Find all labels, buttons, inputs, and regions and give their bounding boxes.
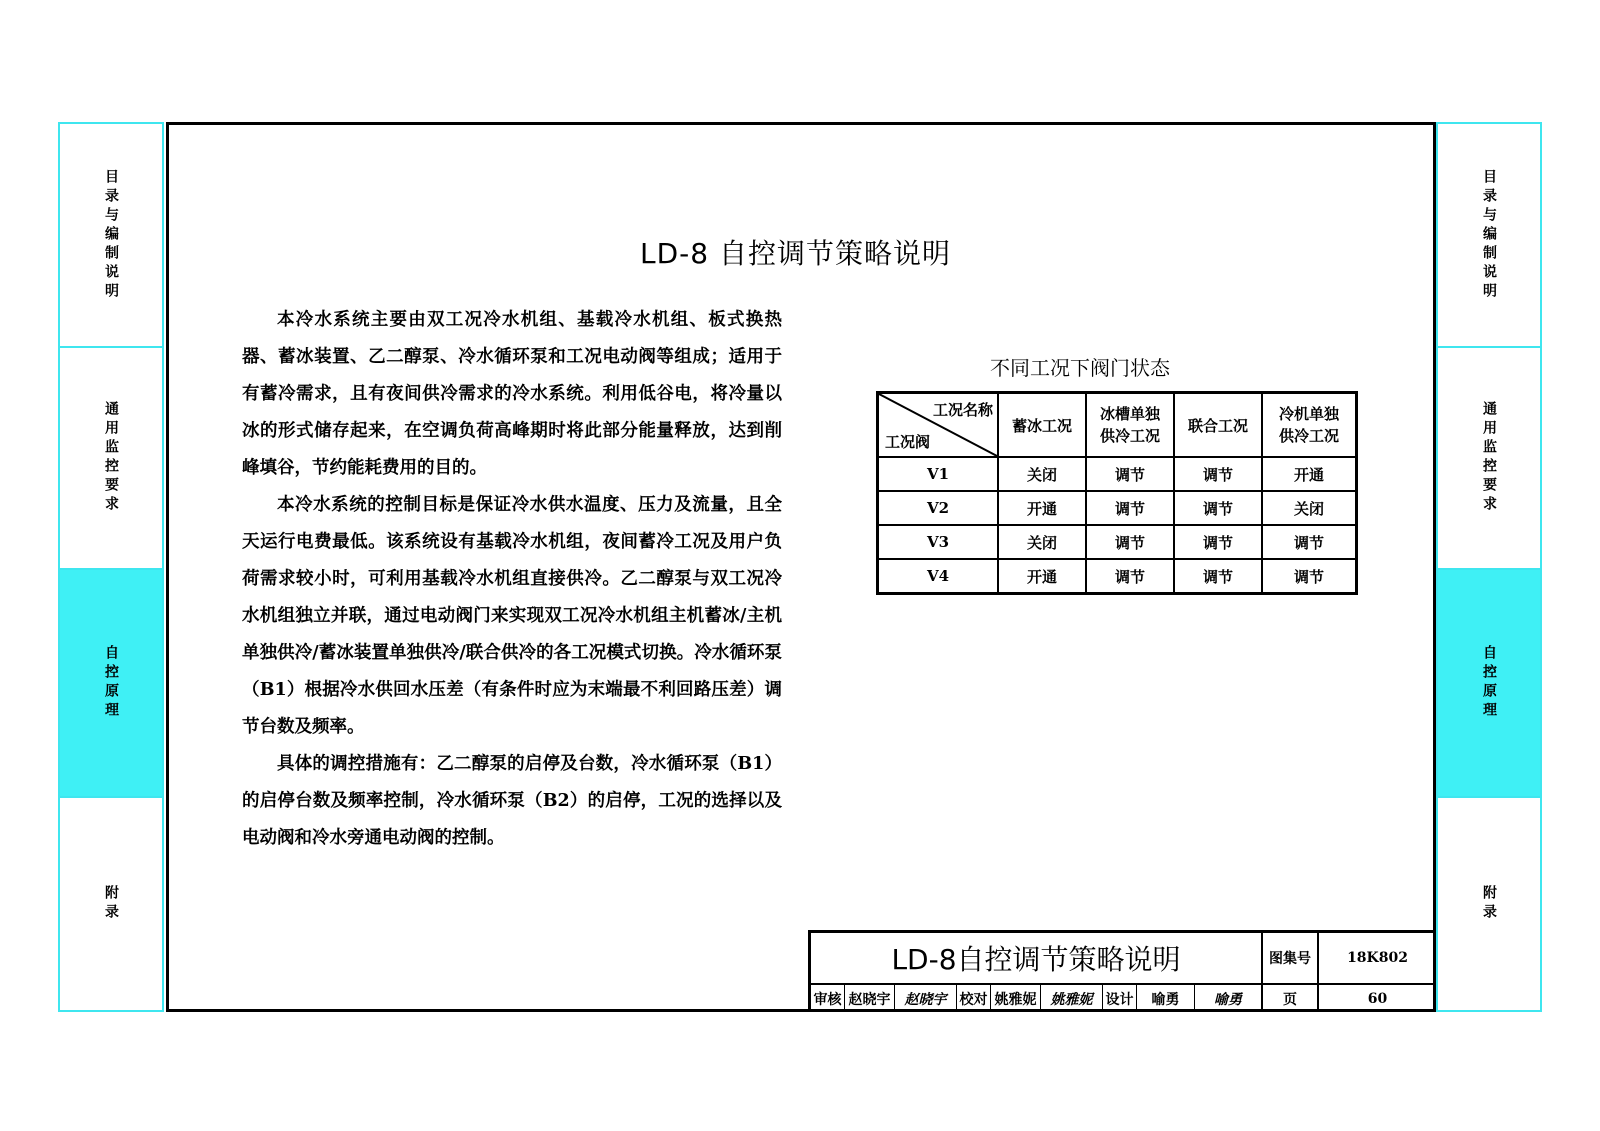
- side-tab-control-principle[interactable]: 自控原理: [1438, 570, 1540, 798]
- paragraph: 本冷水系统主要由双工况冷水机组、基载冷水机组、板式换热器、蓄冰装置、乙二醇泵、冷水循环泵和工况电动阀等组成；适用于有蓄冷需求，且有夜间供冷需求的冷水系统。利用低谷电，将冷量以冰的形式储存起来，在空调负荷高峰期时将此部分能量释放，达到削峰填谷，节约能耗费用的目的。: [242, 310, 782, 478]
- design-label: 设计: [1103, 985, 1137, 1012]
- valve-id-cell: V2: [878, 491, 999, 525]
- valve-id-cell: V4: [878, 559, 999, 594]
- side-tab-contents[interactable]: 目录与编制说明: [1438, 124, 1540, 348]
- table-cell: 关闭: [1262, 491, 1357, 525]
- table-cell: 开通: [1262, 457, 1357, 491]
- checker-name: 姚雅妮: [991, 985, 1041, 1012]
- table-cell: 开通: [998, 559, 1086, 594]
- atlas-number: 18K802: [1319, 933, 1436, 985]
- table-cell: 调节: [1262, 559, 1357, 594]
- corner-top-label: 工况名称: [932, 401, 993, 419]
- table-row: [878, 457, 1357, 491]
- table-cell: 调节: [1086, 457, 1174, 491]
- column-header: 冰槽单独供冷工况: [1086, 393, 1174, 458]
- table-row: [878, 491, 1357, 525]
- review-label: 审核: [811, 985, 845, 1012]
- table-cell: 调节: [1086, 559, 1174, 594]
- checker-signature: 姚雅妮: [1041, 985, 1103, 1012]
- table-cell: 开通: [998, 491, 1086, 525]
- side-tab-general-monitoring[interactable]: 通用监控要求: [1438, 348, 1540, 570]
- page-label: 页: [1263, 985, 1319, 1012]
- page-number: 60: [1367, 990, 1388, 1007]
- corner-bottom-label: 工况阀: [885, 433, 931, 451]
- table-cell: 调节: [1174, 559, 1262, 594]
- table-corner-cell: [878, 393, 999, 458]
- designer-name: 喻勇: [1137, 985, 1195, 1012]
- table-title: 不同工况下阀门状态: [990, 356, 1170, 380]
- valve-id-cell: V1: [878, 457, 999, 491]
- paragraph: 本冷水系统的控制目标是保证冷水供水温度、压力及流量，且全天运行电费最低。该系统设有基载冷水机组，夜间蓄冷工况及用户负荷需求较小时，可利用基载冷水机组直接供冷。乙二醇泵与双工况冷水机组独立并联，通过电动阀门来实现双工况冷水机组主机蓄冰/主机单独供冷/蓄冰装置单独供冷/联合供冷的各工况模式切换。冷水循环泵（B1）根据冷水供回水压差（有条件时应为末端最不利回路压差）调节台数及频率。: [242, 495, 782, 737]
- column-header: 联合工况: [1174, 393, 1262, 458]
- left-side-nav: [58, 122, 164, 1012]
- atlas-label: 图集号: [1263, 933, 1319, 985]
- side-tab-appendix[interactable]: 附录: [103, 885, 119, 923]
- reviewer-name: 赵晓宇: [845, 985, 895, 1012]
- table-cell: 关闭: [998, 525, 1086, 559]
- side-tab-contents[interactable]: 目录与编制说明: [60, 124, 162, 348]
- side-tab-general-monitoring[interactable]: 通用监控要求: [60, 348, 162, 570]
- right-side-nav: [1436, 122, 1542, 1012]
- drawing-title: LD-8自控调节策略说明: [811, 933, 1263, 985]
- table-row: [878, 525, 1357, 559]
- column-header: 蓄冰工况: [998, 393, 1086, 458]
- paragraph: 具体的调控措施有：乙二醇泵的启停及台数，冷水循环泵（B1）的启停台数及频率控制，冷水循环泵（B2）的启停，工况的选择以及电动阀和冷水旁通电动阀的控制。: [242, 754, 782, 848]
- description-text: [242, 302, 782, 857]
- table-row: [878, 559, 1357, 594]
- designer-signature: 喻勇: [1195, 985, 1263, 1012]
- title-block: [808, 930, 1436, 1012]
- table-cell: 关闭: [998, 457, 1086, 491]
- side-tab-appendix[interactable]: 附录: [1481, 885, 1497, 923]
- table-cell: 调节: [1086, 525, 1174, 559]
- page-title: LD-8 自控调节策略说明: [640, 237, 951, 270]
- table-cell: 调节: [1174, 491, 1262, 525]
- table-cell: 调节: [1262, 525, 1357, 559]
- table-cell: 调节: [1086, 491, 1174, 525]
- check-label: 校对: [957, 985, 991, 1012]
- table-header-row: [878, 393, 1357, 458]
- valve-id-cell: V3: [878, 525, 999, 559]
- table-cell: 调节: [1174, 457, 1262, 491]
- side-tab-control-principle[interactable]: 自控原理: [60, 570, 162, 798]
- valve-state-table: [876, 391, 1358, 595]
- column-header: 冷机单独供冷工况: [1262, 393, 1357, 458]
- table-cell: 调节: [1174, 525, 1262, 559]
- reviewer-signature: 赵晓宇: [895, 985, 957, 1012]
